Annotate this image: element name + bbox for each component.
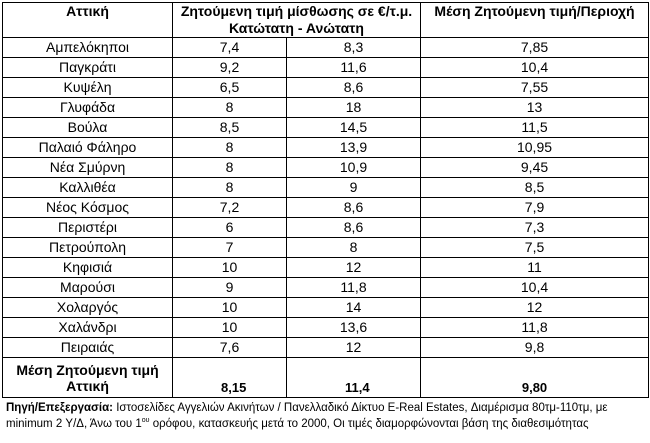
max-price-cell: 8,6 [287, 218, 421, 238]
table-row [3, 178, 649, 198]
area-cell: Πειραιάς [3, 338, 173, 358]
average-price-cell: 7,3 [421, 218, 649, 238]
min-price-cell: 8 [173, 98, 287, 118]
header-average: Μέση Ζητούμενη τιμή/Περιοχή [421, 3, 649, 38]
table-body [3, 38, 649, 358]
min-price-cell: 8 [173, 158, 287, 178]
area-cell: Γλυφάδα [3, 98, 173, 118]
total-average: 9,80 [421, 358, 649, 398]
average-price-cell: 9,8 [421, 338, 649, 358]
min-price-cell: 7 [173, 238, 287, 258]
table-row [3, 118, 649, 138]
min-price-cell: 9 [173, 278, 287, 298]
table-row [3, 298, 649, 318]
min-price-cell: 6 [173, 218, 287, 238]
table-row [3, 258, 649, 278]
area-cell: Καλλιθέα [3, 178, 173, 198]
header-price-range [173, 3, 421, 38]
source-text-1: Ιστοσελίδες Αγγελιών Ακινήτων / Πανελλαδικό Δίκτυο E-Real Estates, Διαμέρισμα 80τμ-110τμ, με minimum 2 Υ/Δ, Άνω του 1 [6, 402, 608, 430]
max-price-cell: 11,8 [287, 278, 421, 298]
average-price-cell: 7,85 [421, 38, 649, 58]
average-price-cell: 7,9 [421, 198, 649, 218]
max-price-cell: 8,6 [287, 78, 421, 98]
average-price-cell: 10,4 [421, 278, 649, 298]
max-price-cell: 18 [287, 98, 421, 118]
total-row [3, 358, 649, 398]
max-price-cell: 8,6 [287, 198, 421, 218]
min-price-cell: 6,5 [173, 78, 287, 98]
area-cell: Βούλα [3, 118, 173, 138]
total-label [3, 358, 173, 398]
total-max: 11,4 [287, 358, 421, 398]
total-label-line2: Αττική [66, 377, 109, 394]
area-cell: Νέα Σμύρνη [3, 158, 173, 178]
header-area: Αττική [3, 3, 173, 38]
min-price-cell: 8,5 [173, 118, 287, 138]
table-header-row [3, 3, 649, 38]
average-price-cell: 10,95 [421, 138, 649, 158]
source-label: Πηγή/Επεξεργασία: [6, 402, 113, 414]
average-price-cell: 11,8 [421, 318, 649, 338]
table-row [3, 218, 649, 238]
average-price-cell: 13 [421, 98, 649, 118]
table-row [3, 238, 649, 258]
min-price-cell: 10 [173, 318, 287, 338]
min-price-cell: 9,2 [173, 58, 287, 78]
max-price-cell: 8 [287, 238, 421, 258]
min-price-cell: 7,6 [173, 338, 287, 358]
area-cell: Χαλάνδρι [3, 318, 173, 338]
average-price-cell: 9,45 [421, 158, 649, 178]
min-price-cell: 8 [173, 138, 287, 158]
rent-price-table [2, 2, 649, 398]
max-price-cell: 10,9 [287, 158, 421, 178]
average-price-cell: 12 [421, 298, 649, 318]
table-row [3, 78, 649, 98]
max-price-cell: 11,6 [287, 58, 421, 78]
average-price-cell: 11,5 [421, 118, 649, 138]
min-price-cell: 10 [173, 298, 287, 318]
area-cell: Κηφισιά [3, 258, 173, 278]
table-row [3, 158, 649, 178]
area-cell: Αμπελόκηποι [3, 38, 173, 58]
source-superscript: ου [141, 417, 150, 425]
area-cell: Νέος Κόσμος [3, 198, 173, 218]
table-row [3, 338, 649, 358]
max-price-cell: 14 [287, 298, 421, 318]
max-price-cell: 9 [287, 178, 421, 198]
header-price-range-line1: Ζητούμενη τιμή μίσθωσης σε €/τ.μ. [180, 3, 413, 19]
max-price-cell: 12 [287, 258, 421, 278]
total-min: 8,15 [173, 358, 287, 398]
average-price-cell: 10,4 [421, 58, 649, 78]
table-row [3, 98, 649, 118]
area-cell: Παγκράτι [3, 58, 173, 78]
average-price-cell: 7,55 [421, 78, 649, 98]
table-row [3, 58, 649, 78]
max-price-cell: 12 [287, 338, 421, 358]
max-price-cell: 13,9 [287, 138, 421, 158]
area-cell: Κυψέλη [3, 78, 173, 98]
area-cell: Πετρούπολη [3, 238, 173, 258]
average-price-cell: 8,5 [421, 178, 649, 198]
source-note [2, 400, 646, 432]
min-price-cell: 7,2 [173, 198, 287, 218]
table-row [3, 278, 649, 298]
average-price-cell: 7,5 [421, 238, 649, 258]
table-row [3, 318, 649, 338]
area-cell: Περιστέρι [3, 218, 173, 238]
max-price-cell: 13,6 [287, 318, 421, 338]
area-cell: Μαρούσι [3, 278, 173, 298]
total-label-line1: Μέση Ζητούμενη τιμή [16, 361, 159, 378]
table-row [3, 198, 649, 218]
max-price-cell: 8,3 [287, 38, 421, 58]
table-row [3, 38, 649, 58]
document [2, 2, 648, 432]
average-price-cell: 11 [421, 258, 649, 278]
table-row [3, 138, 649, 158]
max-price-cell: 14,5 [287, 118, 421, 138]
min-price-cell: 8 [173, 178, 287, 198]
header-price-range-line2: Κατώτατη - Ανώτατη [229, 20, 364, 36]
source-text-2: ορόφου, κατασκευής μετά το 2000, Οι τιμές διαμορφώνονται βάση της διαθεσιμότητας [149, 418, 589, 430]
area-cell: Παλαιό Φάληρο [3, 138, 173, 158]
min-price-cell: 7,4 [173, 38, 287, 58]
min-price-cell: 10 [173, 258, 287, 278]
area-cell: Χολαργός [3, 298, 173, 318]
